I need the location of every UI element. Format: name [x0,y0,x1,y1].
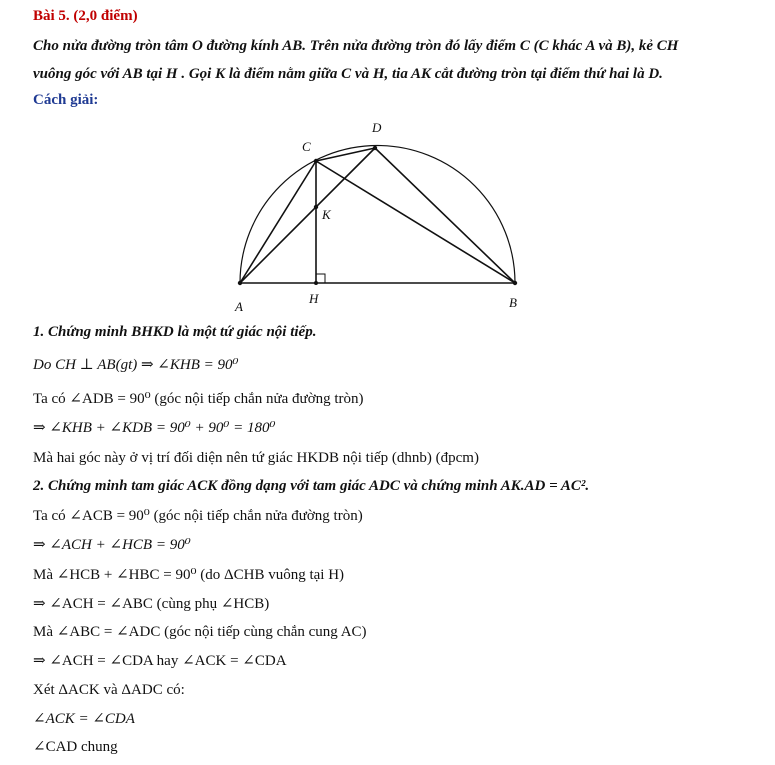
part2-line-4: ⇒ ∠ACH = ∠ABC (cùng phụ ∠HCB) [33,596,270,612]
point-B [513,281,517,285]
part2-line-5: Mà ∠ABC = ∠ADC (góc nội tiếp cùng chắn cung AC) [33,624,367,640]
geometry-figure [0,112,775,322]
point-A [238,281,242,285]
part2-line-2: ⇒ ∠ACH + ∠HCB = 90⁰ [33,537,191,553]
point-D [373,146,377,150]
part1-heading: 1. Chứng minh BHKD là một tứ giác nội tiếp. [33,324,317,340]
part1-line-4: Mà hai góc này ở vị trí đối diện nên tứ giác HKDB nội tiếp (dhnb) (đpcm) [33,450,479,466]
segment-DB [375,148,515,283]
problem-statement-line-2: vuông góc với AB tại H . Gọi K là điểm nằm giữa C và H, tia AK cắt đường tròn tại điểm thứ hai là D. [33,66,663,82]
part2-line-1: Ta có ∠ACB = 90⁰ (góc nội tiếp chắn nửa đường tròn) [33,508,363,524]
part1-line-3: ⇒ ∠KHB + ∠KDB = 90⁰ + 90⁰ = 180⁰ [33,420,276,436]
part2-line-8: ∠ACK = ∠CDA [33,711,135,727]
segment-CD [316,148,375,161]
label-B: B [509,295,517,310]
label-K: K [322,207,331,222]
label-H: H [309,291,319,306]
point-K [314,205,318,209]
point-H [314,281,318,285]
point-C [314,159,318,163]
segment-AC [240,161,316,283]
part2-heading: 2. Chứng minh tam giác ACK đồng dạng với tam giác ADC và chứng minh AK.AD = AC². [33,478,590,494]
part2-line-9: ∠CAD chung [33,739,118,755]
segment-CB [316,161,515,283]
label-A: A [235,299,243,314]
part2-line-7: Xét ΔACK và ΔADC có: [33,682,185,698]
problem-title: Bài 5. (2,0 điểm) [33,8,138,24]
segment-AD [240,148,375,283]
part2-line-3: Mà ∠HCB + ∠HBC = 90⁰ (do ΔCHB vuông tại H) [33,567,345,583]
label-D: D [372,120,382,135]
solution-heading: Cách giải: [33,92,99,108]
semicircle-arc [240,146,515,284]
part1-line-1: Do CH ⊥ AB(gt) ⇒ ∠KHB = 90⁰ [33,357,239,373]
part2-line-6: ⇒ ∠ACH = ∠CDA hay ∠ACK = ∠CDA [33,653,287,669]
problem-statement-line-1: Cho nửa đường tròn tâm O đường kính AB. Trên nửa đường tròn đó lấy điểm C (C khác A và B), kẻ CH [33,38,679,54]
label-C: C [302,139,311,154]
part1-line-2: Ta có ∠ADB = 90⁰ (góc nội tiếp chắn nửa đường tròn) [33,391,364,407]
